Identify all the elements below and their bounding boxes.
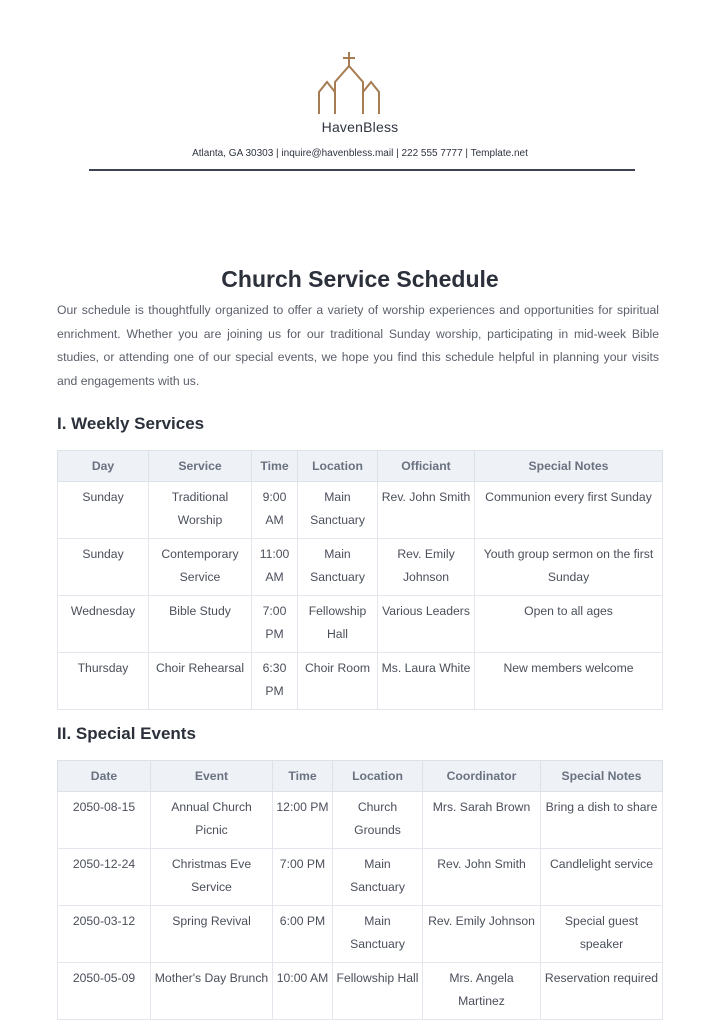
table-cell: 2050-12-24 (58, 849, 151, 906)
table-cell: Communion every first Sunday (475, 482, 663, 539)
table-row (58, 792, 663, 849)
table-cell: 2050-03-12 (58, 906, 151, 963)
special-events-table (57, 760, 663, 1020)
column-header: Location (298, 451, 378, 482)
column-header: Special Notes (475, 451, 663, 482)
table-row (58, 906, 663, 963)
column-header: Day (58, 451, 149, 482)
page-title: Church Service Schedule (221, 266, 499, 292)
weekly-services-table (57, 450, 663, 710)
table-row (58, 653, 663, 710)
table-row (58, 539, 663, 596)
table-cell: Reservation required (541, 963, 663, 1020)
table-cell: Bible Study (149, 596, 252, 653)
table-cell: 2050-05-09 (58, 963, 151, 1020)
column-header: Location (333, 761, 423, 792)
table-cell: Mrs. Sarah Brown (423, 792, 541, 849)
table-cell: Contemporary Service (149, 539, 252, 596)
special-events-heading: II. Special Events (57, 724, 196, 743)
table-header-row (58, 761, 663, 792)
table-cell: Ms. Laura White (378, 653, 475, 710)
table-cell: Bring a dish to share (541, 792, 663, 849)
table-cell: Choir Room (298, 653, 378, 710)
contact-line: Atlanta, GA 30303 | inquire@havenbless.mail | 222 555 7777 | Template.net (192, 148, 528, 159)
church-icon (316, 52, 382, 116)
table-cell: Rev. John Smith (378, 482, 475, 539)
table-cell: Mother's Day Brunch (151, 963, 273, 1020)
table-cell: Rev. Emily Johnson (423, 906, 541, 963)
table-cell: Main Sanctuary (298, 539, 378, 596)
table-cell: 12:00 PM (273, 792, 333, 849)
table-cell: Sunday (58, 482, 149, 539)
table-cell: Open to all ages (475, 596, 663, 653)
table-cell: Wednesday (58, 596, 149, 653)
table-cell: Main Sanctuary (333, 849, 423, 906)
table-cell: 2050-08-15 (58, 792, 151, 849)
table-cell: Fellowship Hall (333, 963, 423, 1020)
weekly-services-heading: I. Weekly Services (57, 414, 205, 433)
table-row (58, 963, 663, 1020)
column-header: Service (149, 451, 252, 482)
table-cell: New members welcome (475, 653, 663, 710)
table-cell: Fellowship Hall (298, 596, 378, 653)
column-header: Time (252, 451, 298, 482)
table-cell: Special guest speaker (541, 906, 663, 963)
table-cell: 7:00 PM (273, 849, 333, 906)
column-header: Time (273, 761, 333, 792)
table-cell: Spring Revival (151, 906, 273, 963)
table-cell: Church Grounds (333, 792, 423, 849)
table-header-row (58, 451, 663, 482)
table-cell: 6:00 PM (273, 906, 333, 963)
table-cell: Main Sanctuary (333, 906, 423, 963)
table-cell: Rev. John Smith (423, 849, 541, 906)
table-cell: 6:30 PM (252, 653, 298, 710)
table-cell: Choir Rehearsal (149, 653, 252, 710)
table-cell: 11:00 AM (252, 539, 298, 596)
table-cell: Rev. Emily Johnson (378, 539, 475, 596)
column-header: Coordinator (423, 761, 541, 792)
column-header: Special Notes (541, 761, 663, 792)
table-cell: Main Sanctuary (298, 482, 378, 539)
table-cell: 10:00 AM (273, 963, 333, 1020)
table-cell: Sunday (58, 539, 149, 596)
column-header: Officiant (378, 451, 475, 482)
table-row (58, 849, 663, 906)
header-divider (89, 169, 635, 171)
table-cell: Candlelight service (541, 849, 663, 906)
column-header: Event (151, 761, 273, 792)
intro-paragraph: Our schedule is thoughtfully organized to offer a variety of worship experiences and opportunities for spiritual enrichment. Whether you are joining us for our traditional Sunday worship, participating in mid-week Bible studies, or attending one of our special events, we hope you find this schedule helpful in planning your visits and engagements with us. (57, 303, 659, 388)
table-row (58, 596, 663, 653)
table-cell: Youth group sermon on the first Sunday (475, 539, 663, 596)
table-cell: Mrs. Angela Martinez (423, 963, 541, 1020)
table-cell: 7:00 PM (252, 596, 298, 653)
table-cell: Various Leaders (378, 596, 475, 653)
table-row (58, 482, 663, 539)
table-cell: Christmas Eve Service (151, 849, 273, 906)
table-cell: Traditional Worship (149, 482, 252, 539)
brand-name: HavenBless (321, 119, 399, 135)
column-header: Date (58, 761, 151, 792)
table-cell: Thursday (58, 653, 149, 710)
table-cell: Annual Church Picnic (151, 792, 273, 849)
table-cell: 9:00 AM (252, 482, 298, 539)
